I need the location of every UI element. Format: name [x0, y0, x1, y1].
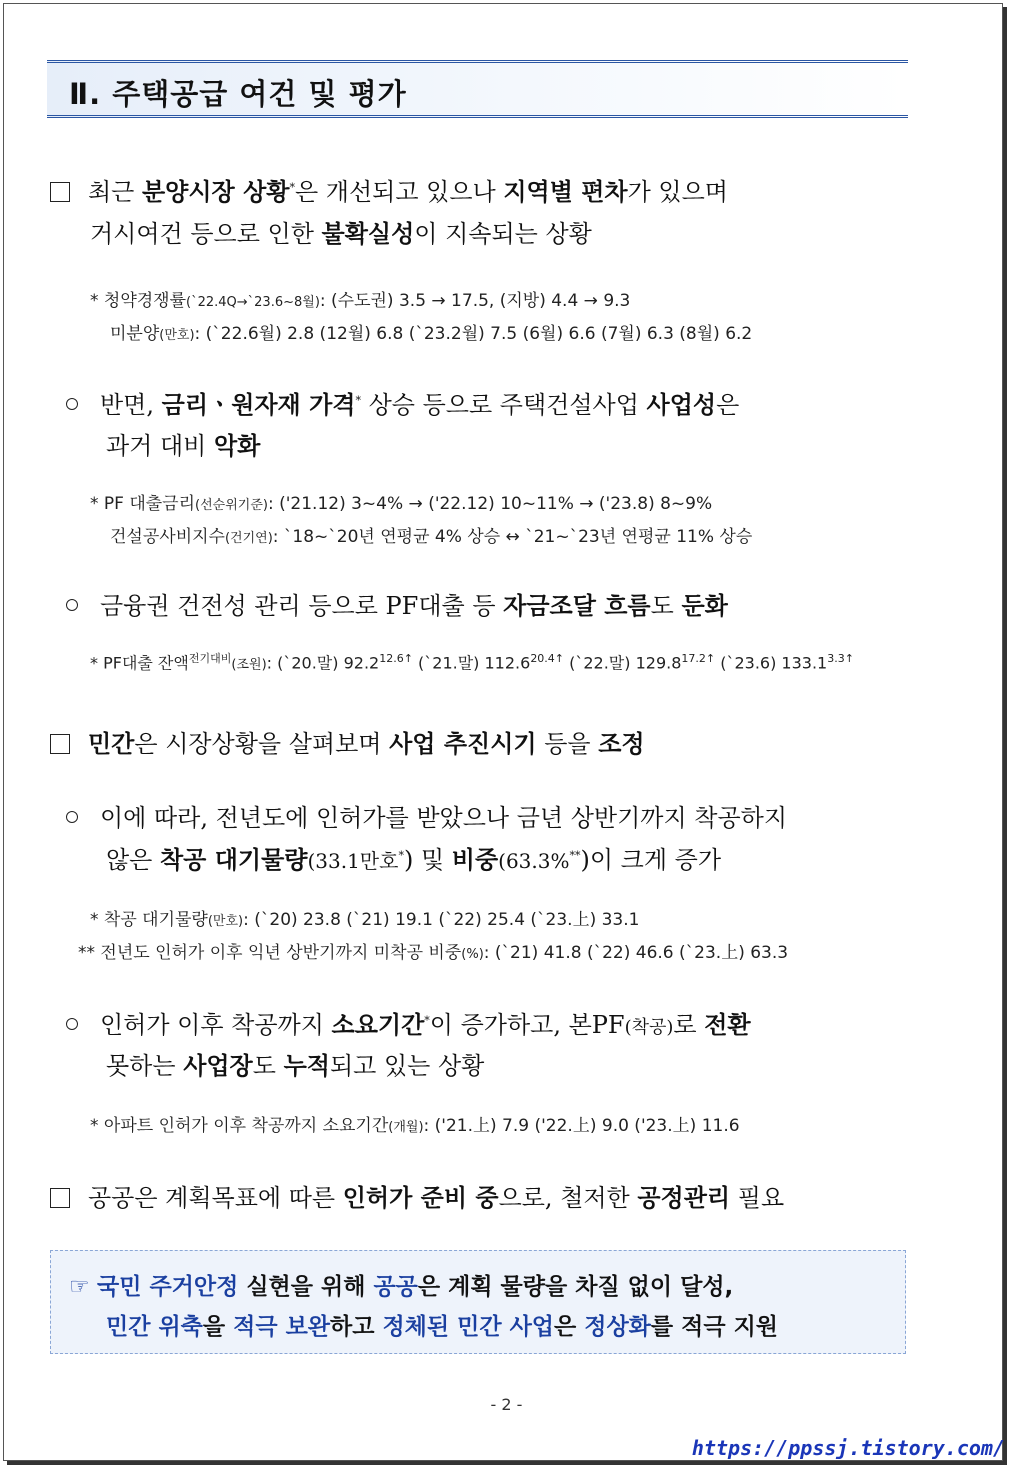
- pointing-hand-icon: ☞: [69, 1274, 90, 1300]
- sub3-line2: 않은 착공 대기물량(33.1만호*) 및 비중(63.3%**)이 크게 증가: [106, 846, 722, 874]
- section1-note1: * 청약경쟁률(`22.4Q→`23.6~8월): (수도권) 3.5 → 17.5, (지방) 4.4 → 9.3: [90, 291, 631, 311]
- sub1-line2: 과거 대비 악화: [106, 432, 261, 460]
- bullet-circle-icon: [66, 398, 78, 410]
- sub4-note1: * 아파트 인허가 이후 착공까지 소요기간(개월): ('21.上) 7.9 ('22.上) 9.0 ('23.上) 11.6: [90, 1116, 740, 1136]
- summary-line2: 민간 위축을 적극 보완하고 정체된 민간 사업은 정상화를 적극 지원: [106, 1314, 779, 1340]
- summary-line1: ☞ 국민 주거안정 실현을 위해 공공은 계획 물량을 차질 없이 달성,: [69, 1274, 734, 1300]
- section1-line1: 최근 분양시장 상황*은 개선되고 있으나 지역별 편차가 있으며: [50, 172, 728, 207]
- sub3-note1: * 착공 대기물량(만호): (`20) 23.8 (`21) 19.1 (`22) 25.4 (`23.上) 33.1: [90, 910, 640, 930]
- sub3-line1: 이에 따라, 전년도에 인허가를 받았으나 금년 상반기까지 착공하지: [66, 798, 787, 833]
- bullet-circle-icon: [66, 811, 78, 823]
- sub1-note2: 건설공사비지수(건기연): `18~`20년 연평균 4% 상승 ↔ `21~`23년 연평균 11% 상승: [110, 527, 753, 547]
- sub2-line1: 금융권 건전성 관리 등으로 PF대출 등 자금조달 흐름도 둔화: [66, 586, 728, 621]
- checkbox-square-icon: [50, 182, 70, 202]
- section1-line2: 거시여건 등으로 인한 불확실성이 지속되는 상황: [90, 220, 592, 248]
- section2-line1: 민간은 시장상황을 살펴보며 사업 추진시기 등을 조정: [50, 724, 645, 759]
- sub2-note1: * PF대출 잔액$^{전기대비}$(조원): (`20.말) $92.2^{12.6↑}$ (`21.말) $112.6^{20.4↑}$ (`22.말) $129.8^{17.2↑}$ (`23.6) $133.1^{3.3↑}$: [90, 652, 854, 673]
- section3-line1: 공공은 계획목표에 따른 인허가 준비 중으로, 철저한 공정관리 필요: [50, 1178, 784, 1213]
- sub1-note1: * PF 대출금리(선순위기준): ('21.12) 3~4% → ('22.12) 10~11% → ('23.8) 8~9%: [90, 494, 713, 514]
- section-title: Ⅱ. 주택공급 여건 및 평가: [69, 77, 407, 111]
- sub4-line1: 인허가 이후 착공까지 소요기간*이 증가하고, 본PF(착공)로 전환: [66, 1005, 751, 1040]
- watermark-url[interactable]: https://ppssj.tistory.com/: [691, 1436, 1005, 1460]
- page-number: - 2 -: [490, 1395, 523, 1414]
- summary-box: [50, 1250, 906, 1354]
- sub4-line2: 못하는 사업장도 누적되고 있는 상황: [106, 1052, 485, 1080]
- section-title-bar: [47, 60, 908, 118]
- sub3-note2: ** 전년도 인허가 이후 익년 상반기까지 미착공 비중(%): (`21) 41.8 (`22) 46.6 (`23.上) 63.3: [78, 943, 789, 963]
- checkbox-square-icon: [50, 1188, 70, 1208]
- bullet-circle-icon: [66, 599, 78, 611]
- bullet-circle-icon: [66, 1018, 78, 1030]
- sub1-line1: 반면, 금리ㆍ원자재 가격* 상승 등으로 주택건설사업 사업성은: [66, 385, 739, 420]
- section1-note2: 미분양(만호): (`22.6월) 2.8 (12월) 6.8 (`23.2월) 7.5 (6월) 6.6 (7월) 6.3 (8월) 6.2: [110, 324, 753, 344]
- checkbox-square-icon: [50, 734, 70, 754]
